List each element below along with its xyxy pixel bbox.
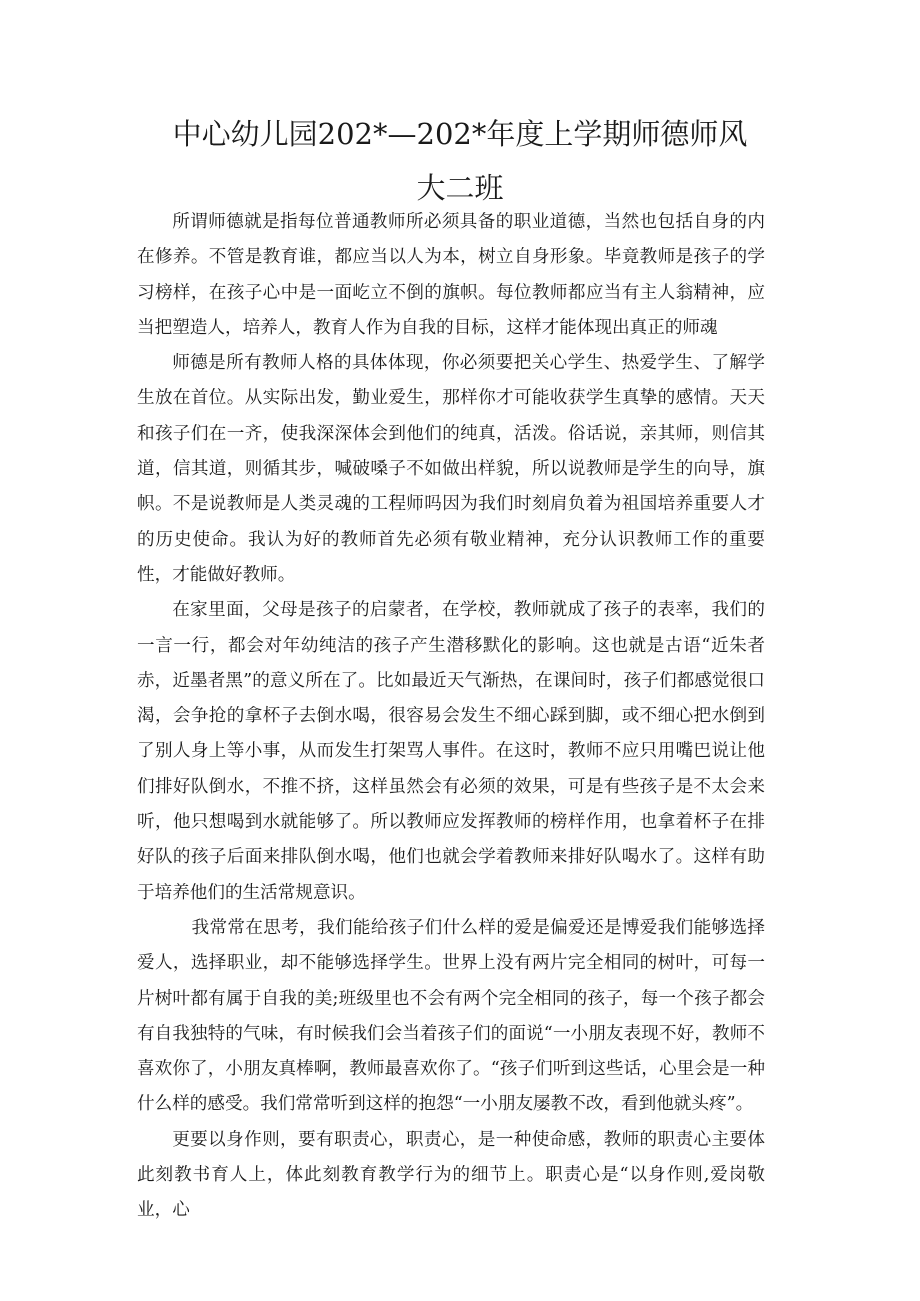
document-title: 中心幼儿园202*—202*年度上学期师德师风 <box>172 117 748 151</box>
document-subtitle: 大二班 <box>416 171 504 205</box>
paragraph-4: 我常常在思考，我们能给孩子们什么样的爱是偏爱还是博爱我们能够选择爱人，选择职业，却不能够选择学生。世界上没有两片完全相同的树叶，可每一片树叶都有属于自我的美;班级里也不会有两个完全相同的孩子，每一个孩子都会有自我独特的气味，有时候我们会当着孩子们的面说“一小朋友表现不好，教师不喜欢你了，小朋友真棒啊，教师最喜欢你了。“孩子们听到这些话，心里会是一种什么样的感受。我们常常听到这样的抱怨“一小朋友屡教不改，看到他就头疼”。 <box>137 917 765 1115</box>
paragraph-1: 所谓师德就是指每位普通教师所必须具备的职业道德，当然也包括自身的内在修养。不管是教育谁，都应当以人为本，树立自身形象。毕竟教师是孩子的学习榜样，在孩子心中是一面屹立不倒的旗帜。每位教师都应当有主人翁精神，应当把塑造人，培养人，教育人作为自我的目标，这样才能体现出真正的师魂 <box>137 212 765 338</box>
paragraph-2: 师德是所有教师人格的具体体现，你必须要把关心学生、热爱学生、了解学生放在首位。从实际出发，勤业爱生，那样你才可能收获学生真挚的感情。天天和孩子们在一齐，使我深深体会到他们的纯真，活泼。俗话说，亲其师，则信其道，信其道，则循其步，喊破嗓子不如做出样貌，所以说教师是学生的向导，旗帜。不是说教师是人类灵魂的工程师吗因为我们时刻肩负着为祖国培养重要人才的历史使命。我认为好的教师首先必须有敬业精神，充分认识教师工作的重要性，才能做好教师。 <box>137 353 765 585</box>
document-body <box>137 205 765 1229</box>
paragraph-3: 在家里面，父母是孩子的启蒙者，在学校，教师就成了孩子的表率，我们的一言一行，都会对年幼纯洁的孩子产生潜移默化的影响。这也就是古语“近朱者赤，近墨者黑”的意义所在了。比如最近天气渐热，在课间时，孩子们都感觉很口渴，会争抢的拿杯子去倒水喝，很容易会发生不细心踩到脚，或不细心把水倒到了别人身上等小事，从而发生打架骂人事件。在这时，教师不应只用嘴巴说让他们排好队倒水，不推不挤，这样虽然会有必须的效果，可是有些孩子是不太会来听，他只想喝到水就能够了。所以教师应发挥教师的榜样作用，也拿着杯子在排好队的孩子后面来排队倒水喝，他们也就会学着教师来排好队喝水了。这样有助于培养他们的生活常规意识。 <box>137 600 765 903</box>
paragraph-5: 更要以身作则，要有职责心，职责心，是一种使命感，教师的职责心主要体此刻教书育人上，体此刻教育教学行为的细节上。职责心是“以身作则,爱岗敬业，心 <box>137 1129 765 1221</box>
